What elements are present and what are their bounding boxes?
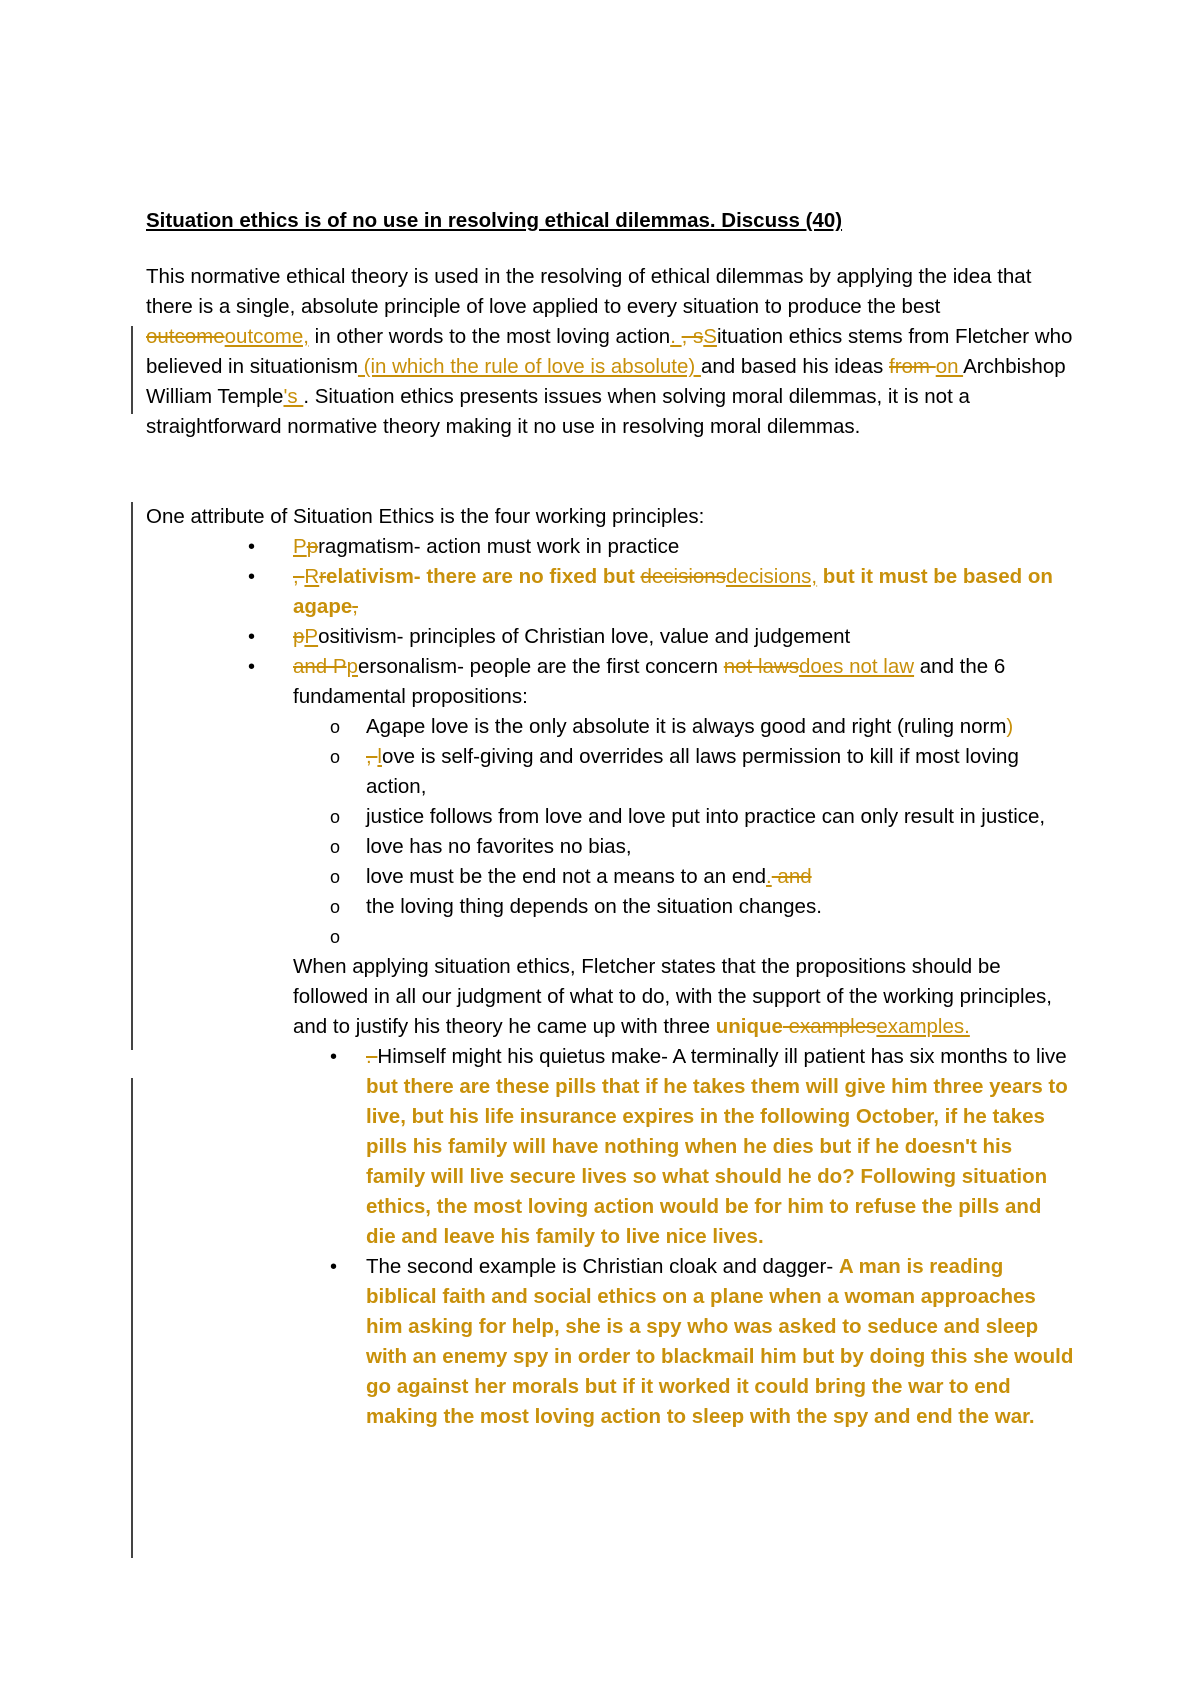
list-item: • Ppragmatism- action must work in practice bbox=[146, 532, 1076, 562]
list-item: o love must be the end not a means to an end. and bbox=[146, 862, 1076, 892]
working-principles-list bbox=[146, 532, 1076, 712]
list-item: o the loving thing depends on the situation changes. bbox=[146, 892, 1076, 922]
essay-title: Situation ethics is of no use in resolving ethical dilemmas. Discuss (40) bbox=[146, 209, 843, 232]
propositions-list bbox=[146, 712, 1076, 952]
list-item: • . Himself might his quietus make- A terminally ill patient has six months to live but there are these pills that if he takes them will give him three years to live, but his life insurance expires in the following October, if he takes pills his family will have nothing when he dies but if he doesn't his family will live secure lives so what should he do? Following situation ethics, the most loving action would be for him to refuse the pills and die and leave his family to live nice lives. bbox=[146, 1042, 1076, 1252]
principles-section bbox=[146, 502, 1076, 1432]
list-item: o justice follows from love and love put into practice can only result in justice, bbox=[146, 802, 1076, 832]
list-item: o , love is self-giving and overrides all laws permission to kill if most loving action, bbox=[146, 742, 1076, 802]
intro-paragraph: This normative ethical theory is used in the resolving of ethical dilemmas by applying the idea that there is a single, absolute principle of love applied to every situation to produce the best outcomeoutcome, in other words to the most loving action. , sSituation ethics stems from Fletcher who believed in situationism (in which the rule of love is absolute) and based his ideas from on Archbishop William Temple's . Situation ethics presents issues when solving moral dilemmas, it is not a straightforward normative theory making it no use in resolving moral dilemmas. bbox=[146, 265, 1073, 438]
examples-list bbox=[146, 1042, 1076, 1432]
list-item: • , Rrelativism- there are no fixed but decisionsdecisions, but it must be based on agape, bbox=[146, 562, 1076, 622]
list-item: • and Ppersonalism- people are the first concern not lawsdoes not law and the 6 fundamental propositions: bbox=[146, 652, 1076, 712]
change-bar bbox=[131, 326, 133, 414]
list-item bbox=[146, 922, 1076, 952]
list-item: o love has no favorites no bias, bbox=[146, 832, 1076, 862]
change-bar bbox=[131, 1078, 133, 1558]
list-item: • pPositivism- principles of Christian love, value and judgement bbox=[146, 622, 1076, 652]
list-item: • The second example is Christian cloak and dagger- A man is reading biblical faith and social ethics on a plane when a woman approaches him asking for help, she is a spy who was asked to seduce and sleep with an enemy spy in order to blackmail him but by doing this she would go against her morals but if it worked it could bring the war to end making the most loving action to sleep with the spy and end the war. bbox=[146, 1252, 1076, 1432]
applying-paragraph: When applying situation ethics, Fletcher states that the propositions should be followed in all our judgment of what to do, with the support of the working principles, and to justify his theory he came up with three unique examplesexamples. bbox=[293, 955, 1052, 1038]
change-bar bbox=[131, 502, 133, 1050]
list-item: o Agape love is the only absolute it is always good and right (ruling norm) bbox=[146, 712, 1076, 742]
principles-intro: One attribute of Situation Ethics is the four working principles: bbox=[146, 505, 705, 528]
